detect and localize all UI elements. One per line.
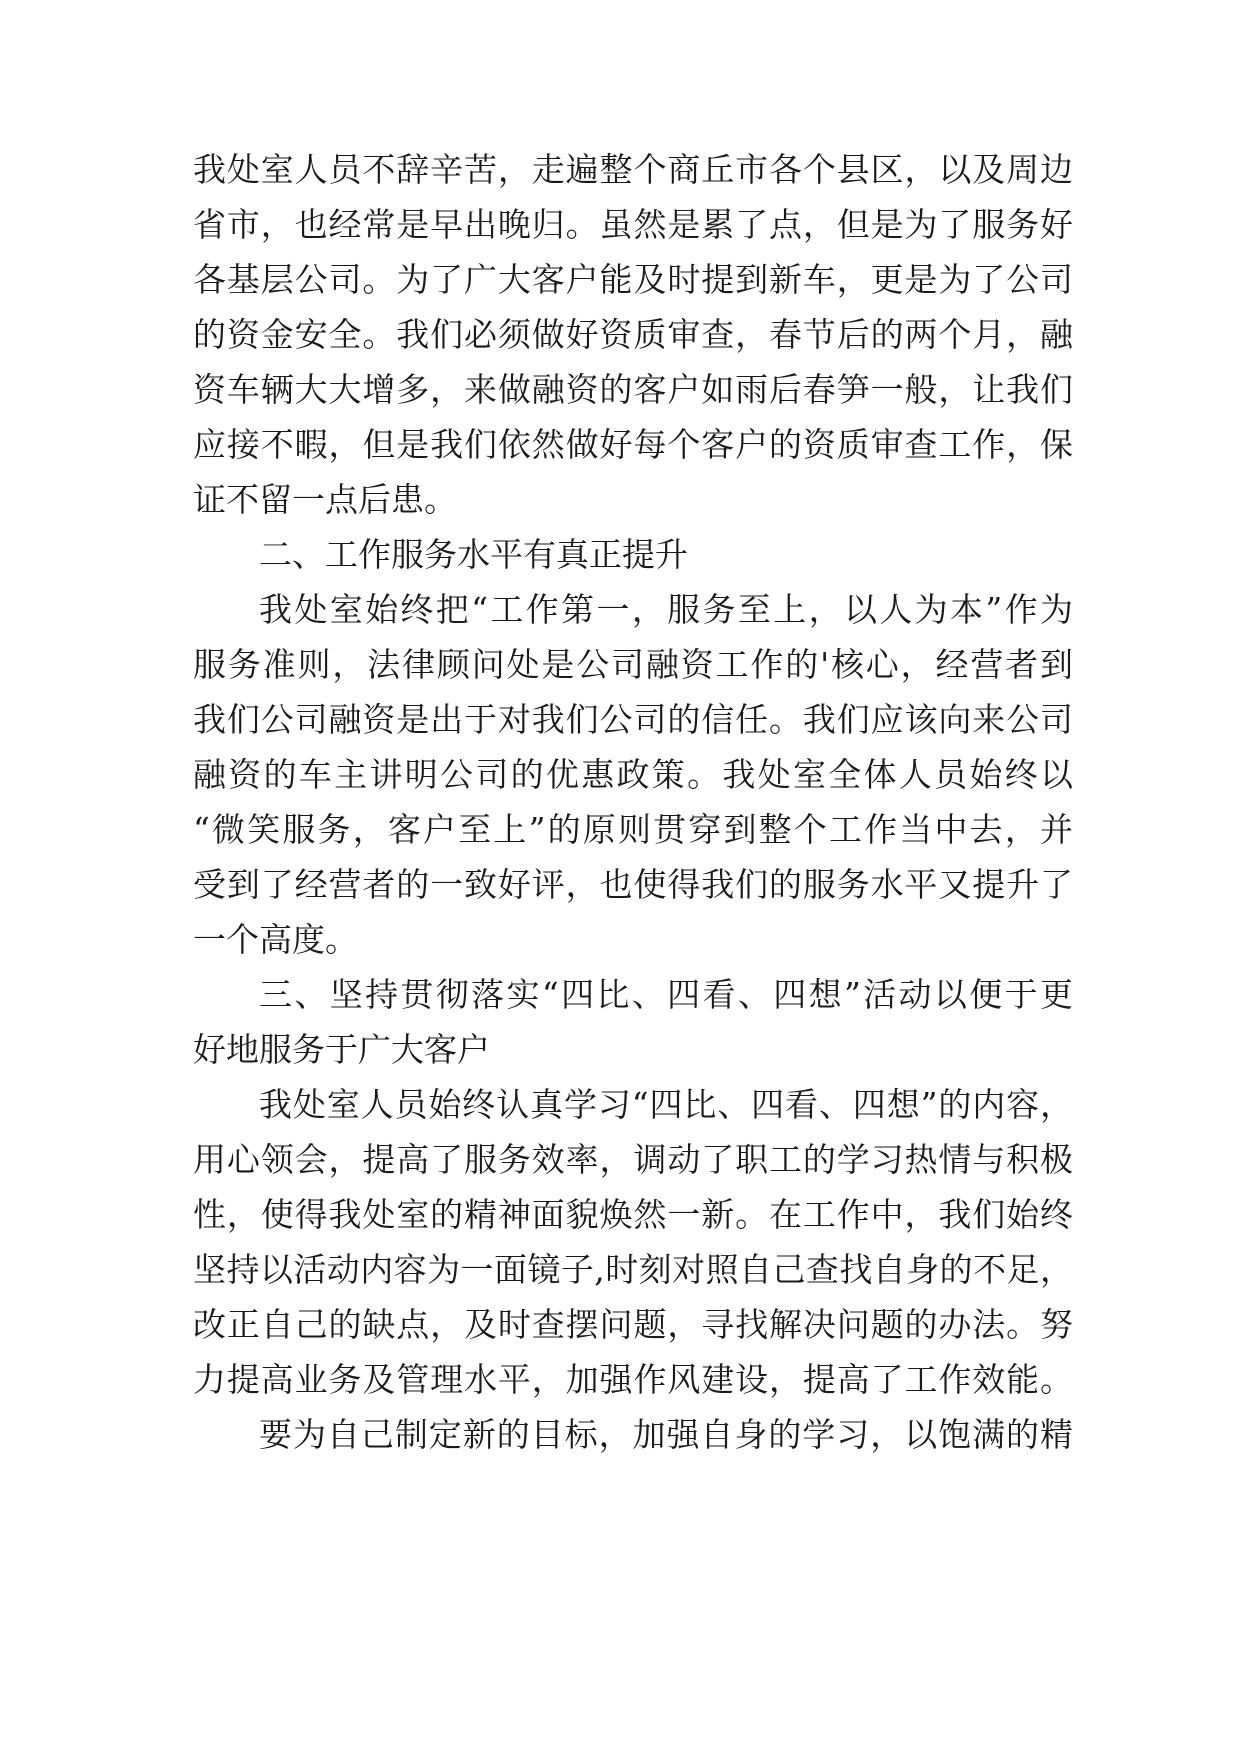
text-line: 各基层公司。为了广大客户能及时提到新车，更是为了公司: [193, 260, 1073, 299]
text-line: 我处室始终把“工作第一，服务至上，以人为本”作为: [259, 590, 1073, 629]
text-line: 的资金安全。我们必须做好资质审查，春节后的两个月，融: [193, 315, 1073, 354]
section-heading: 二、工作服务水平有真正提升: [259, 535, 688, 574]
text-line: 省市，也经常是早出晚归。虽然是累了点，但是为了服务好: [193, 205, 1073, 244]
text-line: 性，使得我处室的精神面貌焕然一新。在工作中，我们始终: [193, 1195, 1073, 1234]
text-line: 要为自己制定新的目标，加强自身的学习，以饱满的精: [259, 1415, 1073, 1454]
text-line: 一个高度。: [193, 920, 358, 959]
text-line: 我处室人员始终认真学习“四比、四看、四想”的内容，: [259, 1085, 1073, 1124]
text-line: 用心领会，提高了服务效率，调动了职工的学习热情与积极: [193, 1140, 1073, 1179]
section-heading: 三、坚持贯彻落实“四比、四看、四想”活动以便于更: [259, 975, 1073, 1014]
text-line: 我处室人员不辞辛苦，走遍整个商丘市各个县区，以及周边: [193, 150, 1073, 189]
text-line: 服务准则，法律顾问处是公司融资工作的'核心，经营者到: [193, 645, 1073, 684]
text-line: 应接不暇，但是我们依然做好每个客户的资质审查工作，保: [193, 425, 1073, 464]
text-line: 我们公司融资是出于对我们公司的信任。我们应该向来公司: [193, 700, 1073, 739]
text-line: 改正自己的缺点，及时查摆问题，寻找解决问题的办法。努: [193, 1305, 1073, 1344]
text-line: 证不留一点后患。: [193, 480, 457, 519]
text-line: 融资的车主讲明公司的优惠政策。我处室全体人员始终以: [193, 755, 1073, 794]
text-line: “微笑服务，客户至上”的原则贯穿到整个工作当中去，并: [193, 810, 1073, 849]
text-line: 力提高业务及管理水平，加强作风建设，提高了工作效能。: [193, 1360, 1073, 1399]
text-line: 坚持以活动内容为一面镜子,时刻对照自己查找自身的不足，: [193, 1250, 1073, 1289]
text-line: 资车辆大大增多，来做融资的客户如雨后春笋一般，让我们: [193, 370, 1073, 409]
section-heading: 好地服务于广大客户: [193, 1030, 490, 1069]
text-line: 受到了经营者的一致好评，也使得我们的服务水平又提升了: [193, 865, 1073, 904]
